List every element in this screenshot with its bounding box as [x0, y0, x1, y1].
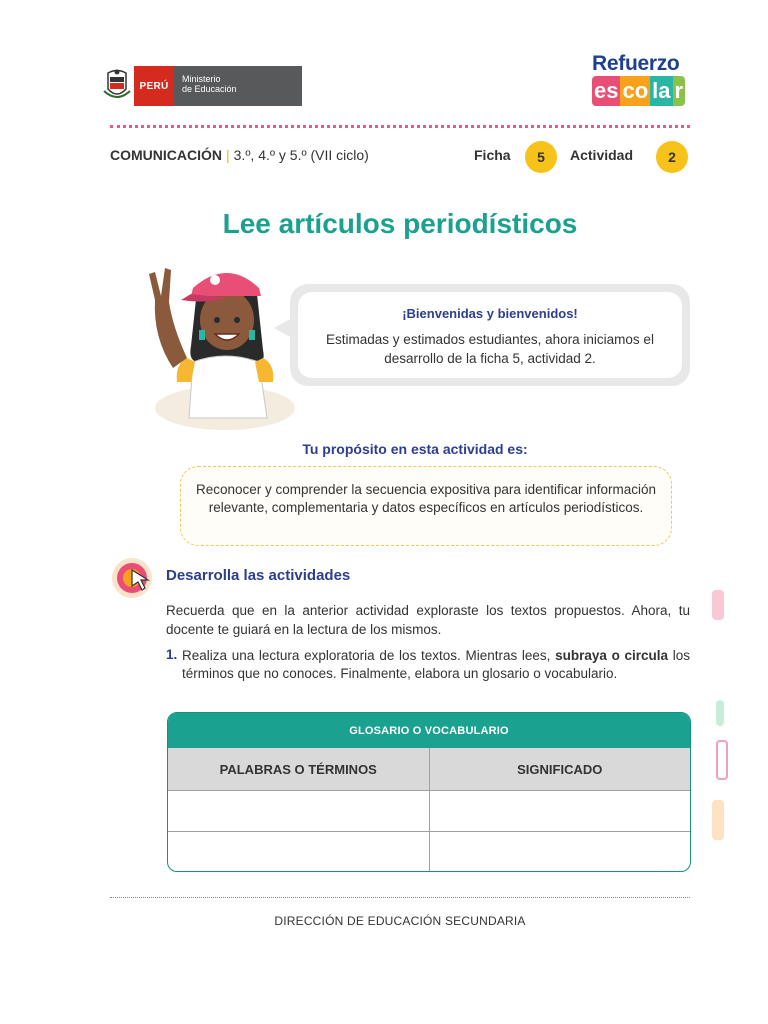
ficha-label: Ficha — [474, 147, 511, 163]
purpose-title: Tu propósito en esta actividad es: — [302, 441, 528, 457]
table-row — [168, 832, 690, 872]
glossary-table-header: GLOSARIO O VOCABULARIO — [168, 713, 690, 748]
coat-of-arms-icon — [100, 66, 134, 106]
activities-intro: Recuerda que en la anterior actividad exploraste los textos propuestos. Ahora, tu docente te guiará en la lectura de los mismos. — [166, 603, 690, 637]
hand-pointer-icon — [110, 556, 154, 600]
page-title: Lee artículos periodísticos — [222, 208, 578, 239]
edge-decoration — [712, 590, 724, 620]
minedu-logo — [100, 66, 302, 106]
brand-letters-2: co — [620, 76, 650, 106]
glossary-table — [167, 712, 691, 872]
footer-divider — [110, 897, 690, 898]
meaning-cell[interactable] — [430, 791, 691, 831]
item1-text — [182, 647, 690, 683]
ministry-line2: de Educación — [182, 84, 237, 94]
actividad-label: Actividad — [570, 147, 634, 163]
activities-title: Desarrolla las actividades — [166, 567, 351, 584]
brand-letters-4: r — [673, 76, 686, 106]
ficha-number-badge: 5 — [525, 141, 557, 173]
footer-text: DIRECCIÓN DE EDUCACIÓN SECUNDARIA — [274, 914, 526, 928]
meaning-cell[interactable] — [430, 832, 691, 872]
ministry-label — [174, 66, 302, 106]
item1-text-part2: los términos que no conoces. Finalmente, elabora un glosario o vocabulario. — [182, 648, 691, 681]
item1-text-part1: Realiza una lectura exploratoria de los textos. Mientras lees, — [182, 648, 556, 663]
item1-text-bold: subraya o circula — [555, 648, 669, 663]
edge-decoration — [712, 800, 724, 840]
word-cell[interactable] — [168, 832, 430, 872]
subject-label: COMUNICACIÓN — [110, 147, 222, 163]
column-header-meaning: SIGNIFICADO — [517, 761, 603, 777]
glossary-column-headers — [168, 748, 690, 791]
table-row — [168, 791, 690, 832]
brand-letters-1: es — [592, 76, 620, 106]
edge-decoration — [716, 740, 728, 780]
brand-letters-3: la — [650, 76, 672, 106]
purpose-text: Reconocer y comprender la secuencia expositiva para identificar información relevante, complementaria y datos específicos en artículos periodísticos. — [196, 482, 656, 515]
actividad-number-badge: 2 — [656, 141, 688, 173]
subject-line — [110, 147, 369, 163]
welcome-title: ¡Bienvenidas y bienvenidos! — [402, 306, 578, 321]
peru-label: PERÚ — [134, 66, 174, 106]
refuerzo-escolar-logo — [592, 52, 702, 112]
column-header-words: PALABRAS O TÉRMINOS — [168, 748, 430, 790]
item1-number: 1. — [166, 647, 178, 662]
brand-line1: Refuerzo — [592, 52, 680, 75]
header-divider — [110, 125, 690, 128]
subject-separator: | — [226, 147, 230, 163]
student-girl-illustration — [135, 258, 295, 433]
grades-label: 3.º, 4.º y 5.º (VII ciclo) — [233, 147, 369, 163]
brand-line2 — [592, 76, 685, 106]
edge-decoration — [716, 700, 724, 726]
bubble-tail — [274, 318, 292, 338]
word-cell[interactable] — [168, 791, 430, 831]
welcome-text: Estimadas y estimados estudiantes, ahora iniciamos el desarrollo de la ficha 5, actividad 2. — [326, 332, 654, 366]
ministry-line1: Ministerio — [182, 74, 221, 84]
